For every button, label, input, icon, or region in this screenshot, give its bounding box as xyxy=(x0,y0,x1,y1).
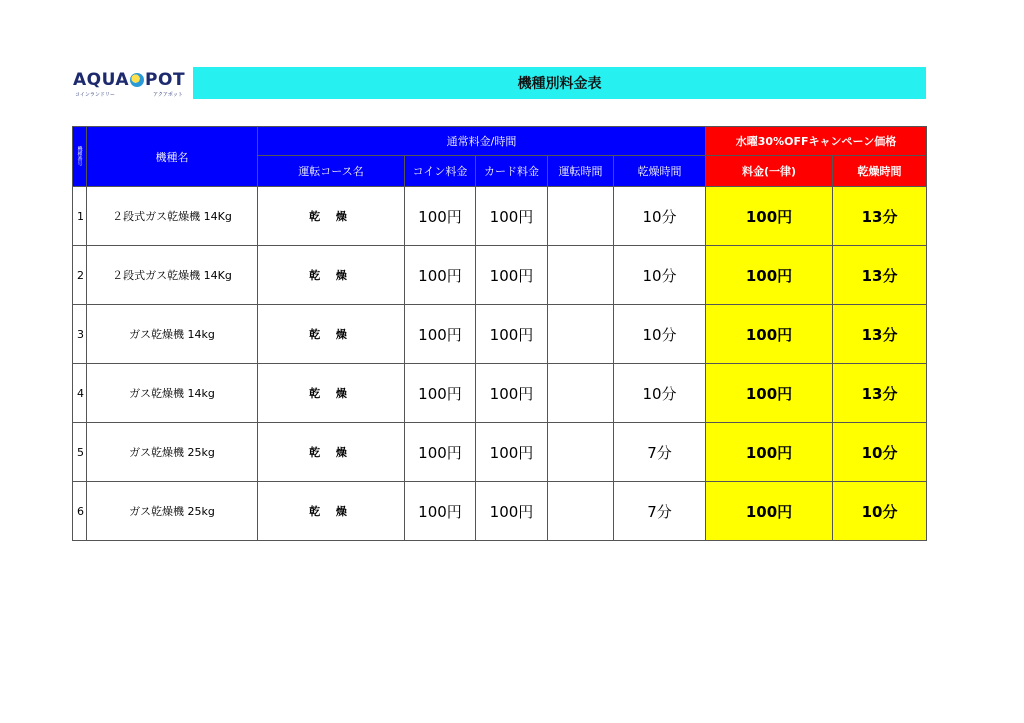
model-name: ガス乾燥機 14kg xyxy=(87,364,258,423)
row-number: 4 xyxy=(73,364,87,423)
campaign-price: 100円 xyxy=(706,423,833,482)
run-time xyxy=(548,187,614,246)
dry-time: 7分 xyxy=(614,423,706,482)
header-model: 機種名 xyxy=(87,127,258,187)
table-row xyxy=(73,305,927,364)
header-course: 運転コース名 xyxy=(258,156,405,187)
card-price: 100円 xyxy=(476,187,548,246)
table-row xyxy=(73,482,927,541)
header-number xyxy=(73,127,87,187)
dry-time: 10分 xyxy=(614,364,706,423)
logo-wordmark xyxy=(73,70,185,90)
run-time xyxy=(548,305,614,364)
header-normal-group: 通常料金/時間 xyxy=(258,127,706,156)
card-price: 100円 xyxy=(476,364,548,423)
campaign-price: 100円 xyxy=(706,305,833,364)
dry-time: 10分 xyxy=(614,246,706,305)
table-row xyxy=(73,187,927,246)
logo-subtext-left: コインランドリー xyxy=(75,92,115,98)
price-table xyxy=(72,126,927,541)
header-run-time: 運転時間 xyxy=(548,156,614,187)
run-time xyxy=(548,423,614,482)
dry-time: 10分 xyxy=(614,305,706,364)
campaign-price: 100円 xyxy=(706,364,833,423)
campaign-price: 100円 xyxy=(706,187,833,246)
course-name: 乾 燥 xyxy=(258,187,405,246)
model-name: ガス乾燥機 14kg xyxy=(87,305,258,364)
coin-price: 100円 xyxy=(405,305,476,364)
campaign-dry-time: 13分 xyxy=(833,246,927,305)
header-campaign-dry: 乾燥時間 xyxy=(833,156,927,187)
coin-price: 100円 xyxy=(405,187,476,246)
row-number: 3 xyxy=(73,305,87,364)
table-row xyxy=(73,423,927,482)
card-price: 100円 xyxy=(476,246,548,305)
page-title: 機種別料金表 xyxy=(193,67,926,99)
row-number: 5 xyxy=(73,423,87,482)
aquapot-logo xyxy=(73,70,191,98)
header-campaign-price: 料金(一律) xyxy=(706,156,833,187)
row-number: 6 xyxy=(73,482,87,541)
run-time xyxy=(548,246,614,305)
run-time xyxy=(548,364,614,423)
table-row xyxy=(73,364,927,423)
model-name: ガス乾燥機 25kg xyxy=(87,482,258,541)
campaign-dry-time: 10分 xyxy=(833,423,927,482)
coin-price: 100円 xyxy=(405,423,476,482)
campaign-dry-time: 10分 xyxy=(833,482,927,541)
course-name: 乾 燥 xyxy=(258,246,405,305)
course-name: 乾 燥 xyxy=(258,364,405,423)
logo-subtext-right: アクアポット xyxy=(153,92,183,98)
campaign-dry-time: 13分 xyxy=(833,364,927,423)
header-campaign-group: 水曜30%OFFキャンペーン価格 xyxy=(706,127,927,156)
table-row xyxy=(73,246,927,305)
run-time xyxy=(548,482,614,541)
course-name: 乾 燥 xyxy=(258,305,405,364)
card-price: 100円 xyxy=(476,482,548,541)
campaign-price: 100円 xyxy=(706,246,833,305)
dry-time: 10分 xyxy=(614,187,706,246)
logo-text-left: AQUA xyxy=(73,70,130,90)
header-dry-time: 乾燥時間 xyxy=(614,156,706,187)
campaign-dry-time: 13分 xyxy=(833,305,927,364)
header-card: カード料金 xyxy=(476,156,548,187)
header-number-label: 機種番号 xyxy=(76,145,83,166)
header-coin: コイン料金 xyxy=(405,156,476,187)
coin-price: 100円 xyxy=(405,482,476,541)
ball-icon xyxy=(130,73,144,87)
row-number: 2 xyxy=(73,246,87,305)
card-price: 100円 xyxy=(476,305,548,364)
coin-price: 100円 xyxy=(405,364,476,423)
campaign-dry-time: 13分 xyxy=(833,187,927,246)
course-name: 乾 燥 xyxy=(258,482,405,541)
campaign-price: 100円 xyxy=(706,482,833,541)
dry-time: 7分 xyxy=(614,482,706,541)
model-name: ２段式ガス乾燥機 14Kg xyxy=(87,246,258,305)
logo-text-right: POT xyxy=(145,70,186,90)
course-name: 乾 燥 xyxy=(258,423,405,482)
row-number: 1 xyxy=(73,187,87,246)
model-name: ２段式ガス乾燥機 14Kg xyxy=(87,187,258,246)
card-price: 100円 xyxy=(476,423,548,482)
model-name: ガス乾燥機 25kg xyxy=(87,423,258,482)
coin-price: 100円 xyxy=(405,246,476,305)
